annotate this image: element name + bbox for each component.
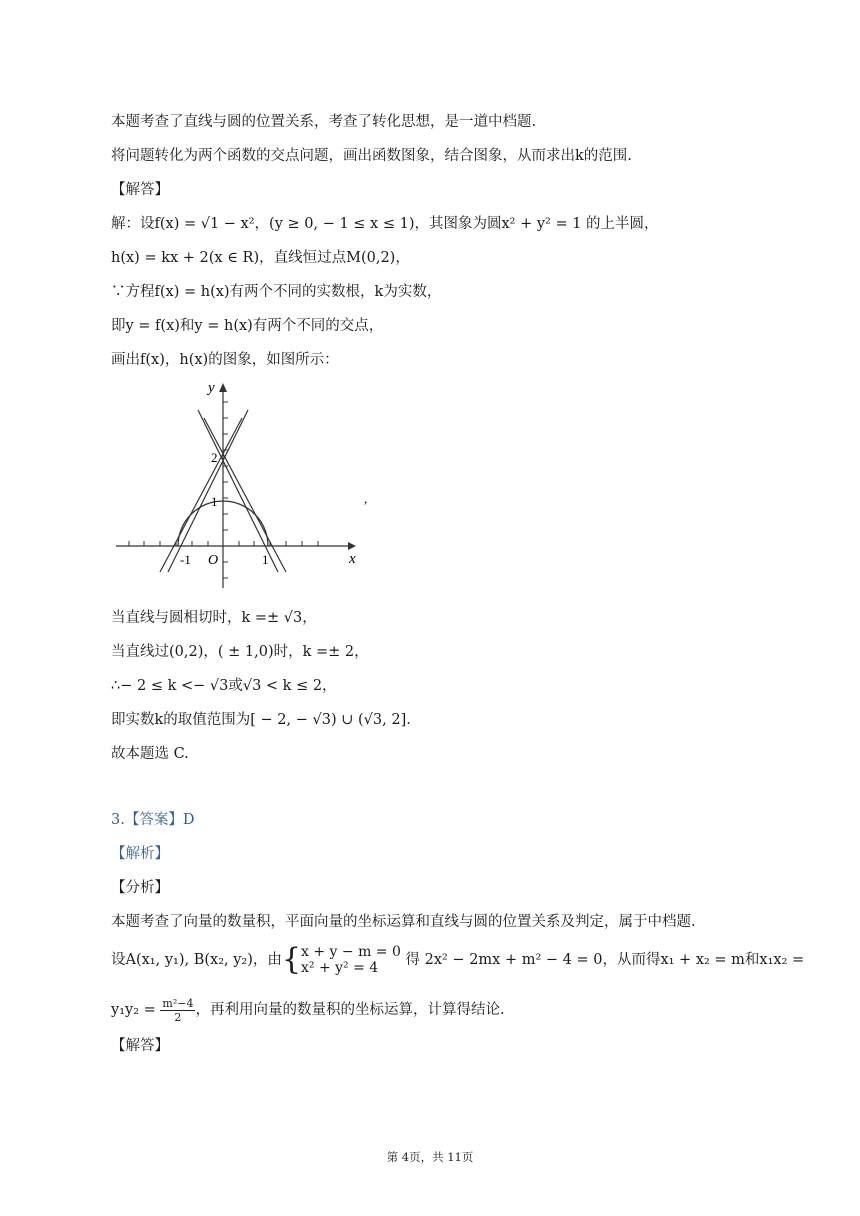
- text-line-12: 即实数k的取值范围为[ − 2, − √3) ∪ (√3, 2].: [111, 712, 411, 728]
- text-line-7: 即y = f(x)和y = h(x)有两个不同的交点，: [111, 318, 384, 334]
- fraction: [160, 997, 195, 1024]
- text-line-2: 将问题转化为两个函数的交点问题，画出函数图象，结合图象，从而求出k的范围.: [111, 148, 632, 164]
- y-ticks: [223, 402, 228, 578]
- text-line-9: 当直线与圆相切时，k =± √3，: [111, 610, 317, 626]
- text-line-6: ∵方程f(x) = h(x)有两个不同的实数根，k为实数，: [111, 284, 442, 300]
- text-line-10: 当直线过(0,2)，( ± 1,0)时，k =± 2，: [111, 644, 369, 660]
- answer-heading-2: 【解答】: [111, 1038, 169, 1054]
- text-line-17: 本题考查了向量的数量积，平面向量的坐标运算和直线与圆的位置关系及判定，属于中档题.: [111, 914, 696, 930]
- text-line-18: [111, 942, 804, 978]
- x-axis-arrow: [348, 542, 356, 550]
- y-axis-label: y: [208, 380, 215, 396]
- x-axis-label: x: [349, 551, 356, 567]
- y-tick-label-1: 1: [211, 494, 218, 509]
- text-line-19: [111, 996, 505, 1024]
- answer-label-q3: 3.【答案】D: [111, 812, 195, 828]
- equation-2: x² + y² = 4: [301, 960, 379, 976]
- system-brace: {: [281, 942, 301, 977]
- answer-heading: 【解答】: [111, 182, 169, 198]
- fraction-denominator: 2: [174, 1010, 182, 1024]
- fraction-numerator: m²−4: [162, 996, 194, 1010]
- text-line-4: 解：设f(x) = √1 − x²，(y ≥ 0, − 1 ≤ x ≤ 1)，其图象为圆x² + y² = 1 的上半圆，: [111, 216, 659, 232]
- origin-label: O: [208, 553, 219, 568]
- line18-suffix: 得 2x² − 2mx + m² − 4 = 0，从而得x₁ + x₂ = m和x₁x₂ =: [405, 952, 805, 968]
- text-line-1: 本题考查了直线与圆的位置关系，考查了转化思想，是一道中档题.: [111, 114, 537, 130]
- page-footer: 第 4页，共 11页: [386, 1150, 474, 1164]
- tangent-line-positive: [168, 410, 248, 572]
- line-k-2-positive: [160, 418, 242, 572]
- text-line-5: h(x) = kx + 2(x ∈ R)，直线恒过点M(0,2)，: [111, 250, 410, 266]
- y-axis-arrow: [219, 383, 227, 392]
- analysis-heading: 【解析】: [111, 846, 169, 862]
- function-graph-figure: [112, 378, 377, 588]
- tangent-line-negative: [198, 410, 278, 572]
- text-line-8: 画出f(x)，h(x)的图象，如图所示：: [111, 352, 339, 368]
- stray-comma: ,: [364, 491, 368, 506]
- x-tick-label-1: 1: [262, 552, 269, 567]
- x-tick-label-neg1: -1: [180, 552, 191, 567]
- graph-svg: [112, 378, 377, 588]
- line18-prefix: 设A(x₁, y₁), B(x₂, y₂)，由: [111, 952, 282, 968]
- equation-system: [301, 944, 401, 976]
- equation-1: x + y − m = 0: [301, 944, 401, 960]
- line19-prefix: y₁y₂ =: [111, 1002, 156, 1018]
- line19-suffix: ，再利用向量的数量积的坐标运算，计算得结论.: [195, 1002, 505, 1018]
- y-tick-label-2: 2: [211, 450, 218, 465]
- analysis-subheading: 【分析】: [111, 880, 169, 896]
- text-line-13: 故本题选 C.: [111, 746, 189, 762]
- text-line-11: ∴− 2 ≤ k <− √3或√3 < k ≤ 2，: [111, 678, 337, 694]
